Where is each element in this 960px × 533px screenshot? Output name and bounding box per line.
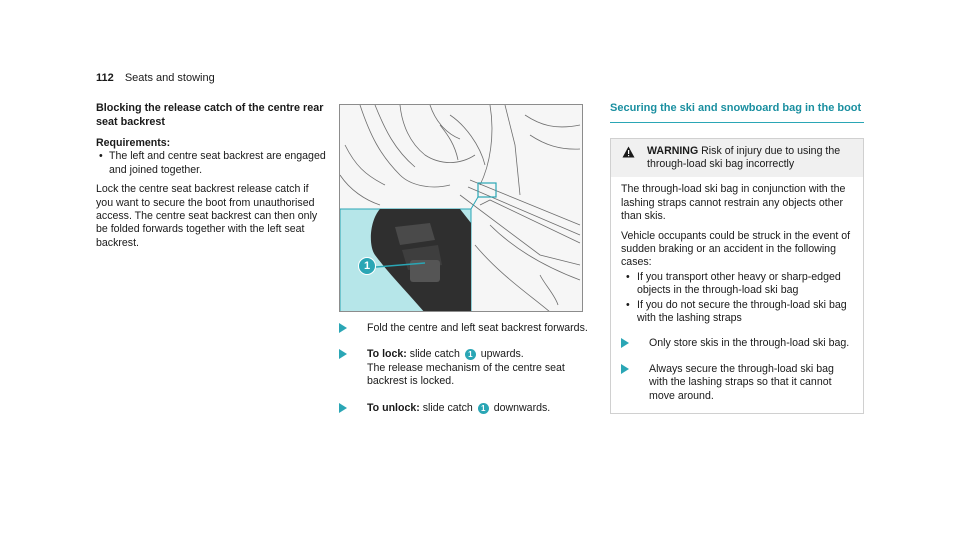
warning-heading: Risk of injury due to using the through-load ski bag incorrectly [647, 144, 841, 170]
step-unlock-label: To unlock: [367, 401, 420, 414]
seat-illustration [339, 104, 583, 312]
step-unlock [339, 402, 589, 415]
warning-box [610, 138, 864, 415]
step-text: slide catch [422, 401, 473, 414]
warning-step [621, 337, 853, 350]
step-lock [339, 348, 589, 388]
warning-header [611, 139, 863, 178]
callout-ref: 1 [465, 349, 476, 360]
step-arrow-icon [339, 323, 347, 333]
step-text: Fold the centre and left seat backrest forwards. [367, 322, 588, 334]
warning-bullet: • If you do not secure the through-load ski bag with the lashing straps [621, 299, 853, 326]
requirement-item: • The left and centre seat backrest are engaged and joined together. [96, 150, 328, 177]
step-text: Always secure the through-load ski bag with the lashing straps so that it cannot move around. [649, 362, 834, 402]
step-fold [339, 322, 589, 335]
section-title: Securing the ski and snowboard bag in the boot [610, 102, 864, 123]
callout-1 [358, 257, 376, 275]
left-column [96, 102, 328, 250]
page-number: 112 [96, 72, 114, 84]
left-title: Blocking the release catch of the centre rear seat backrest [96, 102, 324, 128]
callout-ref: 1 [478, 403, 489, 414]
step-arrow-icon [339, 349, 347, 359]
step-text: downwards. [493, 401, 551, 414]
warning-body [611, 177, 863, 413]
callout-label: 1 [363, 260, 371, 272]
step-text: upwards. [480, 348, 524, 361]
step-text: Only store skis in the through-load ski bag. [649, 337, 850, 350]
warning-bullet: • If you transport other heavy or sharp-edged objects in the through-load ski bag [621, 271, 853, 298]
warning-para-1: The through-load ski bag in conjunction with the lashing straps cannot restrain any objects other than skis. [621, 183, 846, 223]
step-arrow-icon [621, 364, 629, 374]
warning-label: WARNING [647, 144, 699, 157]
step-lock-label: To lock: [367, 348, 407, 361]
step-arrow-icon [621, 338, 629, 348]
section-name: Seats and stowing [124, 72, 215, 84]
car-interior-drawing [340, 105, 583, 312]
step-text: slide catch [409, 348, 460, 361]
middle-column [339, 322, 589, 428]
step-arrow-icon [339, 403, 347, 413]
warning-triangle-icon [622, 146, 635, 162]
warning-para-2: Vehicle occupants could be struck in the event of sudden braking or an accident in the following cases: [621, 229, 851, 269]
warning-step [621, 363, 853, 403]
left-body: Lock the centre seat backrest release catch if you want to secure the boot from unauthorised access. The centre seat backrest can then only be folded forwards together with the left seat backrest. [96, 183, 318, 249]
right-column [610, 102, 864, 414]
step-result: The release mechanism of the centre seat backrest is locked. [367, 361, 565, 388]
page-header [96, 72, 215, 85]
requirements-title: Requirements: [96, 137, 171, 149]
